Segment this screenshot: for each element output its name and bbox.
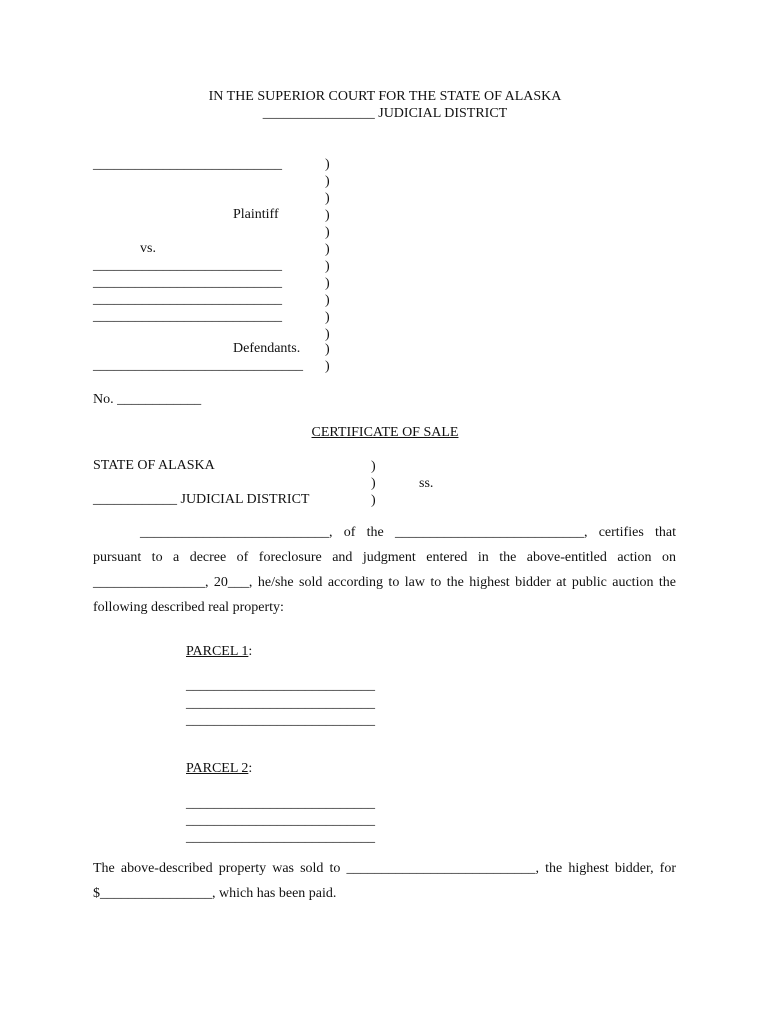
document-title: CERTIFICATE OF SALE [311,425,459,440]
sale-paragraph [93,520,676,620]
caption-parenthesis: ) [325,342,330,357]
parcel-2-label: PARCEL 2 [186,761,249,776]
parcel-2-colon: : [248,761,253,776]
caption-parenthesis: ) [325,310,330,325]
venue-parenthesis: ) [371,493,376,508]
final-caption-blank: ______________________________ [93,358,303,373]
parcel-2-heading [186,760,252,777]
defendant-name-blank: ___________________________ [93,292,282,307]
caption-parenthesis: ) [325,259,330,274]
parcel-2-description-line: ___________________________ [186,830,375,845]
caption-parenthesis: ) [325,174,330,189]
parcel-1-description-line: ___________________________ [186,713,375,728]
caption-parenthesis: ) [325,225,330,240]
caption-parenthesis: ) [325,293,330,308]
case-number: No. ____________ [93,392,202,407]
scilicet-ss: ss. [419,476,434,491]
venue-parenthesis: ) [371,476,376,491]
parcel-1-description-line: ___________________________ [186,678,375,693]
defendant-name-blank: ___________________________ [93,258,282,273]
defendants-label: Defendants. [233,341,301,356]
court-heading: IN THE SUPERIOR COURT FOR THE STATE OF ALASKA [208,89,562,104]
venue-parenthesis: ) [371,459,376,474]
caption-parenthesis: ) [325,359,330,374]
defendant-name-blank: ___________________________ [93,275,282,290]
parcel-1-label: PARCEL 1 [186,644,249,659]
parcel-1-heading [186,643,252,660]
caption-parenthesis: ) [325,276,330,291]
venue-district: ____________ JUDICIAL DISTRICT [93,492,310,507]
defendant-name-blank: ___________________________ [93,309,282,324]
caption-parenthesis: ) [325,157,330,172]
versus-label: vs. [140,241,156,256]
parcel-1-description-line: ___________________________ [186,696,375,711]
plaintiff-name-blank: ___________________________ [93,157,282,172]
caption-parenthesis: ) [325,327,330,342]
caption-parenthesis: ) [325,242,330,257]
payment-paragraph [93,856,676,906]
caption-parenthesis: ) [325,208,330,223]
plaintiff-label: Plaintiff [233,207,279,222]
caption-parenthesis: ) [325,191,330,206]
parcel-2-description-line: ___________________________ [186,813,375,828]
venue-state: STATE OF ALASKA [93,458,215,473]
sale-paragraph-text: ___________________________, of the ___________________________, certifies that pursuant to a decree of foreclosure and judgment entered in the above-entitled action on ________________, 20___, he/she sold according to law to the highest bidder at public auction the following described real property: [93,525,676,615]
parcel-1-colon: : [248,644,253,659]
judicial-district-heading: ________________ JUDICIAL DISTRICT [262,106,508,121]
parcel-2-description-line: ___________________________ [186,796,375,811]
payment-paragraph-text: The above-described property was sold to ___________________________, the highest bidder, for $________________, which has been paid. [93,861,676,901]
